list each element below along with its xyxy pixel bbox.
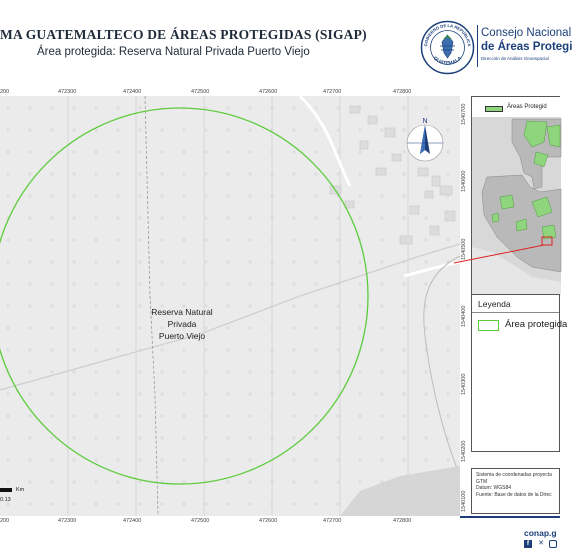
y-tick-label-right: 1540600 (461, 170, 467, 192)
x-tick-label-top: 472800 (393, 89, 412, 95)
x-tick-label-bottom: 472300 (58, 518, 77, 524)
x-tick-label-bottom: 472800 (393, 518, 412, 524)
x-tick-label-top: 200 (0, 89, 10, 95)
map-header (0, 0, 572, 86)
info-line: Sistema de coordenadas proyecta (476, 472, 552, 478)
x-icon[interactable]: ✕ (538, 540, 544, 547)
logo-divider (477, 25, 478, 67)
x-tick-label-bottom: 472500 (191, 518, 210, 524)
y-tick-label-right: 1540700 (461, 103, 467, 125)
map-canvas[interactable] (0, 96, 460, 516)
x-tick-label-bottom: 472400 (123, 518, 142, 524)
footer-website[interactable]: conap.g (524, 528, 557, 538)
scale-value: 0.13 (0, 497, 11, 503)
svg-text:N: N (422, 118, 428, 125)
x-tick-label-top: 472500 (191, 89, 210, 95)
guatemala-seal-icon (420, 20, 475, 75)
area-label-line2: Privada (167, 319, 197, 329)
y-tick-label-right: 1540100 (461, 490, 467, 512)
svg-text:GOBIERNO DE LA REPÚBLICA: GOBIERNO DE LA REPÚBLICA (422, 22, 473, 47)
y-tick-label-right: 1540200 (461, 440, 467, 462)
legend-label-protected-area: Área protegida (505, 319, 568, 330)
inset-legend-swatch (485, 106, 503, 112)
facebook-icon[interactable]: f (524, 540, 532, 548)
system-title: MA GUATEMALTECO DE ÁREAS PROTEGIDAS (SIGAP) (0, 27, 367, 42)
conap-logo-line2: de Áreas Protegi (481, 41, 572, 53)
x-tick-label-bottom: 472700 (323, 518, 342, 524)
legend-divider (472, 312, 559, 313)
y-tick-label-right: 1540400 (461, 305, 467, 327)
area-label-line3: Puerto Viejo (158, 331, 206, 341)
footer-bar (460, 516, 560, 518)
x-tick-label-bottom: 472600 (259, 518, 278, 524)
inset-map-canvas (472, 97, 561, 295)
info-line: Fuente: Base de datos de la Direc (476, 491, 552, 498)
conap-logo-line1: Consejo Nacional (481, 27, 572, 39)
legend-swatch-protected-area (478, 320, 499, 331)
svg-text:GUATEMALA: GUATEMALA (431, 55, 464, 67)
x-tick-label-top: 472300 (58, 89, 77, 95)
conap-logo-line3: Dirección de Análisis Geoespacial (481, 56, 549, 61)
instagram-icon[interactable] (549, 540, 557, 548)
info-line: Datum: WGS84 (476, 485, 512, 492)
legend-title: Leyenda (478, 299, 511, 309)
scale-unit: Km (16, 487, 25, 493)
x-tick-label-top: 472700 (323, 89, 342, 95)
inset-legend-label: Áreas Protegid (507, 104, 547, 110)
main-map[interactable] (0, 96, 460, 516)
area-label-line1: Reserva Natural (151, 307, 213, 317)
x-tick-label-top: 472400 (123, 89, 142, 95)
info-panel (471, 468, 560, 514)
y-tick-label-right: 1540300 (461, 373, 467, 395)
x-tick-label-top: 472600 (259, 89, 278, 95)
y-tick-label-right: 1540500 (461, 238, 467, 260)
info-line: GTM (476, 478, 488, 485)
locator-connector (452, 235, 547, 265)
area-title: Área protegida: Reserva Natural Privada Puerto Viejo (37, 46, 310, 58)
x-tick-label-bottom: 200 (0, 518, 10, 524)
scale-bar (0, 488, 12, 492)
legend-panel (471, 294, 568, 452)
